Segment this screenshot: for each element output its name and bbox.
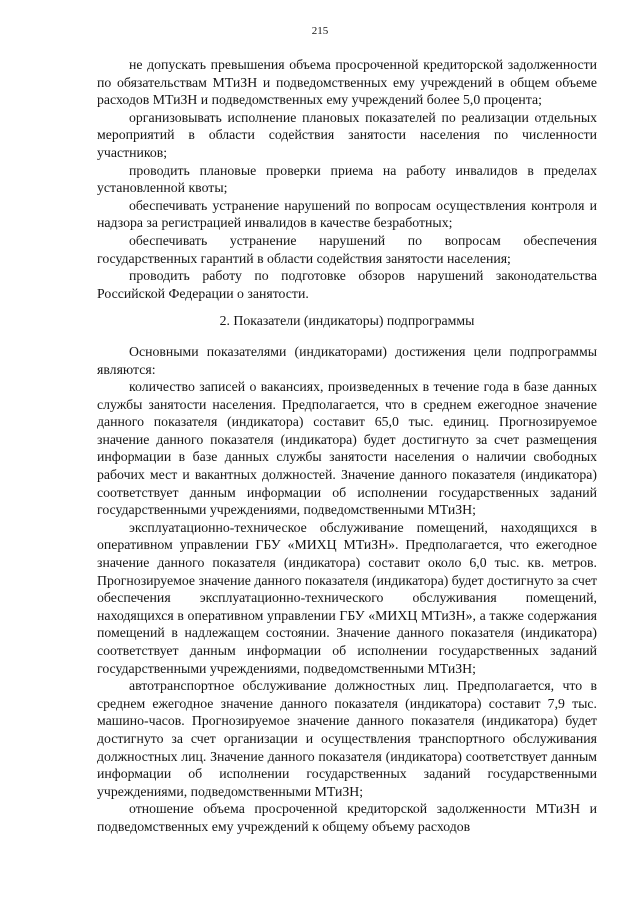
paragraph: обеспечивать устранение нарушений по вопросам осуществления контроля и надзора за регистрацией инвалидов в качестве безработных; xyxy=(97,197,597,231)
paragraph: организовывать исполнение плановых показателей по реализации отдельных мероприятий в области содействия занятости населения по численности участников; xyxy=(97,109,597,160)
page-number: 215 xyxy=(311,25,329,37)
paragraph: отношение объема просроченной кредиторской задолженности МТиЗН и подведомственных ему учреждений к общему объему расходов xyxy=(97,801,597,834)
paragraph: проводить плановые проверки приема на работу инвалидов в пределах установленной квоты; xyxy=(97,162,597,196)
paragraph: Основными показателями (индикаторами) достижения цели подпрограммы являются: xyxy=(97,343,597,377)
paragraph: не допускать превышения объема просроченной кредиторской задолженности по обязательствам МТиЗН и подведомственных ему учреждений в общем объеме расходов МТиЗН и подведомственных ему учреждений более 5,0 процента; xyxy=(97,57,597,108)
section-heading: 2. Показатели (индикаторы) подпрограммы xyxy=(219,313,475,329)
paragraph: обеспечивать устранение нарушений по вопросам обеспечения государственных гарантий в области содействия занятости населения; xyxy=(97,232,597,266)
document-body xyxy=(97,56,597,836)
paragraph: проводить работу по подготовке обзоров нарушений законодательства Российской Федерации о занятости. xyxy=(97,268,597,301)
paragraph: количество записей о вакансиях, произведенных в течение года в базе данных службы занятости населения. Предполагается, что в среднем ежегодное значение данного показателя (индикатора) составит 65,0 тыс. единиц. Прогнозируемое значение данного показателя (индикатора) будет достигнуто за счет размещения информации в базе данных службы занятости населения о наличии свободных рабочих мест и вакантных должностей. Значение данного показателя (индикатора) соответствует данным информации об исполнении государственных заданий государственными учреждениями, подведомственными МТиЗН; xyxy=(97,379,597,518)
paragraph: автотранспортное обслуживание должностных лиц. Предполагается, что в среднем ежегодное значение данного показателя (индикатора) составит 7,9 тыс. машино-часов. Прогнозируемое значение данного показателя (индикатора) будет достигнуто за счет организации и осуществления транспортного обслуживания должностных лиц. Значение данного показателя (индикатора) соответствует данным информации об исполнении государственных заданий государственными учреждениями, подведомственными МТиЗН; xyxy=(97,678,597,799)
paragraph: эксплуатационно-техническое обслуживание помещений, находящихся в оперативном управлении ГБУ «МИХЦ МТиЗН». Предполагается, что ежегодное значение данного показателя (индикатора) составит около 6,0 тыс. кв. метров. Прогнозируемое значение данного показателя (индикатора) будет достигнуто за счет обеспечения эксплуатационно-технического обслуживания помещений, находящихся в оперативном управлении ГБУ «МИХЦ МТиЗН», а также содержания помещений в надлежащем состоянии. Значение данного показателя (индикатора) соответствует данным информации об исполнении государственных заданий государственными учреждениями, подведомственными МТиЗН; xyxy=(97,519,597,676)
